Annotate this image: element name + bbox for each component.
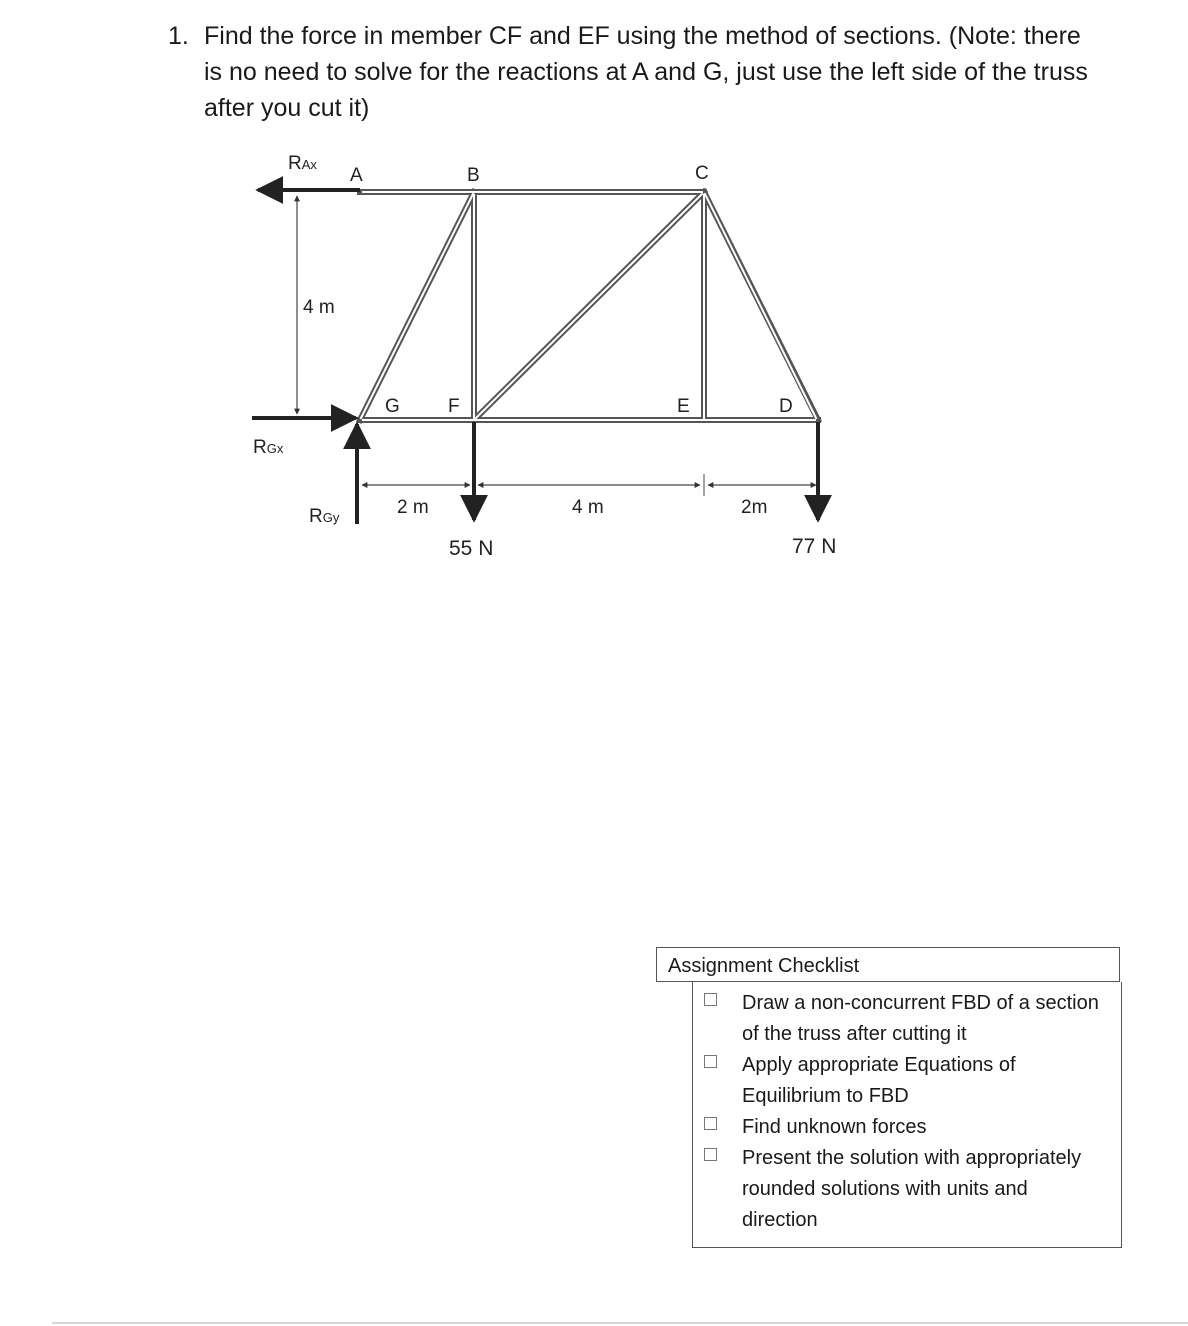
- checkbox[interactable]: [704, 1055, 717, 1068]
- node-label-f: F: [448, 396, 460, 417]
- checkbox[interactable]: [704, 1117, 717, 1130]
- dimension-span1-label: 2 m: [397, 497, 429, 518]
- reaction-gx-label: RGx: [253, 437, 284, 458]
- checklist-header: [656, 947, 1120, 982]
- node-label-b: B: [467, 165, 480, 186]
- checklist-item-text: Present the solution with appropriately rounded solutions with units and direction: [742, 1147, 1082, 1231]
- node-label-d: D: [779, 396, 793, 417]
- checklist-item-text: Draw a non-concurrent FBD of a section of the truss after cutting it: [742, 992, 1099, 1045]
- question-number: 1.: [168, 22, 189, 50]
- truss-diagram: [0, 0, 1188, 620]
- checkbox[interactable]: [704, 1148, 717, 1161]
- checklist-item-text: Apply appropriate Equations of Equilibrium to FBD: [742, 1054, 1016, 1107]
- dimension-span3-label: 2m: [741, 497, 768, 518]
- dimension-span2-label: 4 m: [572, 497, 604, 518]
- checkbox[interactable]: [704, 993, 717, 1006]
- assignment-checklist: [656, 947, 1122, 1249]
- truss-members: [360, 192, 818, 420]
- node-label-e: E: [677, 396, 690, 417]
- checklist-body: [692, 982, 1122, 1248]
- node-label-g: G: [385, 396, 400, 417]
- reaction-gy-label: RGy: [309, 506, 340, 527]
- checklist-item-text: Find unknown forces: [742, 1116, 927, 1138]
- node-label-a: A: [350, 165, 363, 186]
- dimension-height-label: 4 m: [303, 297, 335, 318]
- load-55n-label: 55 N: [449, 537, 494, 560]
- question-text: Find the force in member CF and EF using the method of sections. (Note: there is no need to solve for the reactions at A and G, just use the left side of the truss after you cut it): [204, 22, 1088, 122]
- reaction-ax-label: RAx: [288, 153, 317, 174]
- node-label-c: C: [695, 163, 709, 184]
- load-77n-label: 77 N: [792, 535, 837, 558]
- checklist-title: Assignment Checklist: [668, 955, 860, 977]
- page-divider: [52, 1322, 1188, 1324]
